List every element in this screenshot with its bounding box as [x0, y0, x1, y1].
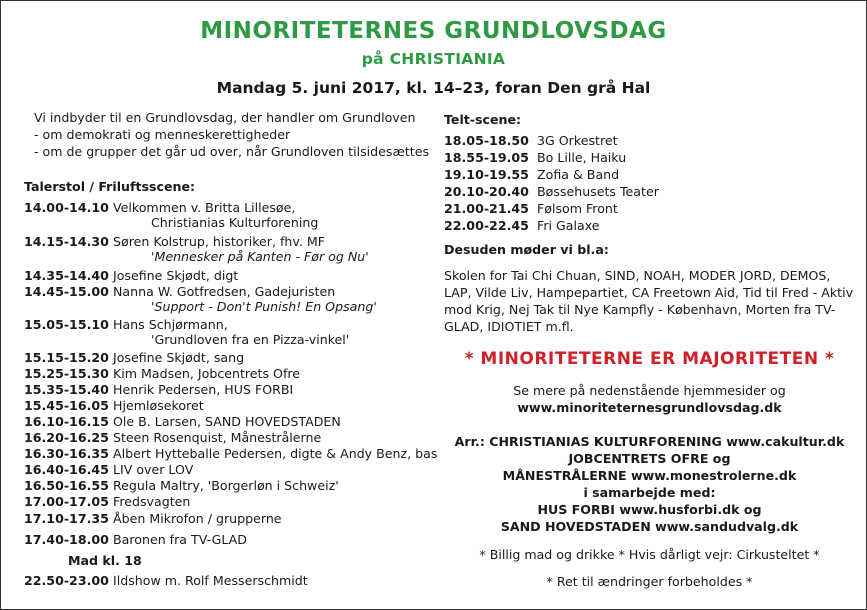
also-line: GLAD, IDIOTIET m.fl.	[444, 319, 574, 334]
schedule-desc: LIV over LOV	[113, 462, 194, 477]
food-note: * Billig mad og drikke * Hvis dårligt vejr: Cirkusteltet *	[479, 547, 820, 562]
schedule-time: 14.00-14.10	[24, 200, 109, 215]
schedule-desc: Josefine Skjødt, digt	[113, 268, 239, 283]
schedule-time: 14.45-15.00	[24, 284, 109, 299]
also-line: mod Krig, Nej Tak til Nye Kampfly - København, Morten fra TV-	[444, 302, 836, 317]
organizer-line: Arr.: CHRISTIANIAS KULTURFORENING www.cakultur.dk	[454, 434, 845, 449]
schedule-desc: Henrik Pedersen, HUS FORBI	[113, 382, 294, 397]
schedule-time: 16.40-16.45	[24, 462, 109, 477]
schedule-time: 22.00-22.45	[444, 218, 529, 233]
schedule-time: 18.05-18.50	[444, 133, 529, 148]
schedule-desc: Kim Madsen, Jobcentrets Ofre	[113, 366, 301, 381]
organizer-line: MÅNESTRÅLERNE www.monestrolerne.dk	[502, 468, 797, 483]
schedule-time: 19.10-19.55	[444, 167, 529, 182]
schedule-time: 16.30-16.35	[24, 446, 109, 461]
schedule-desc: Steen Rosenquist, Månestrålerne	[113, 430, 322, 445]
schedule-desc-2: 'Grundloven fra en Pizza-vinkel'	[151, 332, 350, 347]
schedule-time: 15.15-15.20	[24, 350, 109, 365]
schedule-desc: Bøssehusets Teater	[537, 184, 659, 199]
schedule-time: 17.00-17.05	[24, 494, 109, 509]
website-link[interactable]: www.minoriteternesgrundlovsdag.dk	[517, 400, 782, 415]
schedule-time: 15.25-15.30	[24, 366, 109, 381]
organizer-line: i samarbejde med:	[583, 485, 716, 500]
schedule-desc-2: 'Support - Don't Punish! En Opsang'	[151, 299, 377, 314]
schedule-time: 20.10-20.40	[444, 184, 529, 199]
intro-line: - om demokrati og menneskerettigheder	[34, 127, 291, 142]
also-line: Skolen for Tai Chi Chuan, SIND, NOAH, MODER JORD, DEMOS,	[444, 268, 831, 283]
schedule-time: 14.35-14.40	[24, 268, 109, 283]
changes-note: * Ret til ændringer forbeholdes *	[546, 574, 753, 589]
schedule-desc: Nanna W. Gotfredsen, Gadejuristen	[113, 284, 336, 299]
schedule-desc-2: Christianias Kulturforening	[151, 215, 319, 230]
schedule-time: 15.35-15.40	[24, 382, 109, 397]
organizers-block	[431, 433, 867, 535]
schedule-time: 21.00-21.45	[444, 201, 529, 216]
also-participants	[444, 267, 853, 335]
schedule-desc: Josefine Skjødt, sang	[113, 350, 245, 365]
schedule-desc: Regula Maltry, 'Borgerløn i Schweiz'	[113, 478, 339, 493]
schedule-desc: Fri Galaxe	[537, 218, 600, 233]
schedule-time: 18.55-19.05	[444, 150, 529, 165]
talerstol-heading: Talerstol / Friluftsscene:	[24, 179, 196, 194]
intro-line: Vi indbyder til en Grundlovsdag, der handler om Grundloven	[34, 110, 416, 125]
organizer-line: HUS FORBI www.husforbi.dk og	[537, 502, 762, 517]
schedule-desc: Velkommen v. Britta Lillesøe,	[113, 200, 296, 215]
organizer-line: SAND HOVEDSTADEN www.sandudvalg.dk	[500, 519, 799, 534]
schedule-desc: Bo Lille, Haiku	[537, 150, 627, 165]
websites-block	[431, 382, 867, 416]
schedule-time: 16.20-16.25	[24, 430, 109, 445]
slogan: * MINORITETERNE ER MAJORITETEN *	[464, 349, 835, 369]
organizer-line: JOBCENTRETS OFRE og	[568, 451, 731, 466]
schedule-desc: Hjemløsekoret	[113, 398, 204, 413]
schedule-desc: Fredsvagten	[113, 494, 191, 509]
schedule-desc: Søren Kolstrup, historiker, fhv. MF	[113, 234, 325, 249]
schedule-desc: Baronen fra TV-GLAD	[113, 532, 247, 547]
schedule-time: 22.50-23.00	[24, 573, 109, 588]
schedule-time: 17.40-18.00	[24, 532, 109, 547]
schedule-desc: Hans Schjørmann,	[113, 317, 228, 332]
schedule-time: 17.10-17.35	[24, 511, 109, 526]
schedule-time: 16.50-16.55	[24, 478, 109, 493]
schedule-desc: Åben Mikrofon / grupperne	[113, 511, 282, 526]
telt-heading: Telt-scene:	[444, 112, 522, 127]
event-dateline: Mandag 5. juni 2017, kl. 14–23, foran Den grå Hal	[216, 79, 651, 97]
schedule-desc: Zofia & Band	[537, 167, 620, 182]
intro-text	[34, 109, 429, 160]
schedule-desc: Ole B. Larsen, SAND HOVEDSTADEN	[113, 414, 341, 429]
also-line: LAP, Vilde Liv, Hampepartiet, CA Freetown Aid, Tid til Fred - Aktiv	[444, 285, 854, 300]
intro-line: - om de grupper det går ud over, når Grundloven tilsidesættes	[34, 144, 429, 159]
schedule-desc: Ildshow m. Rolf Messerschmidt	[113, 573, 308, 588]
websites-intro: Se mere på nedenstående hjemmesider og	[513, 383, 786, 398]
also-heading: Desuden møder vi bl.a:	[444, 242, 609, 257]
schedule-desc: Albert Hytteballe Pedersen, digte & Andy Benz, bas	[113, 446, 438, 461]
schedule-desc: Følsom Front	[537, 201, 618, 216]
schedule-desc-2: 'Mennesker på Kanten - Før og Nu'	[151, 249, 369, 264]
schedule-time: 15.05-15.10	[24, 317, 109, 332]
poster-subtitle: på CHRISTIANIA	[361, 50, 506, 68]
schedule-time: 15.45-16.05	[24, 398, 109, 413]
food-time: Mad kl. 18	[68, 553, 142, 568]
poster-title: MINORITETERNES GRUNDLOVSDAG	[200, 18, 667, 44]
schedule-time: 16.10-16.15	[24, 414, 109, 429]
schedule-time: 14.15-14.30	[24, 234, 109, 249]
schedule-desc: 3G Orkestret	[537, 133, 618, 148]
